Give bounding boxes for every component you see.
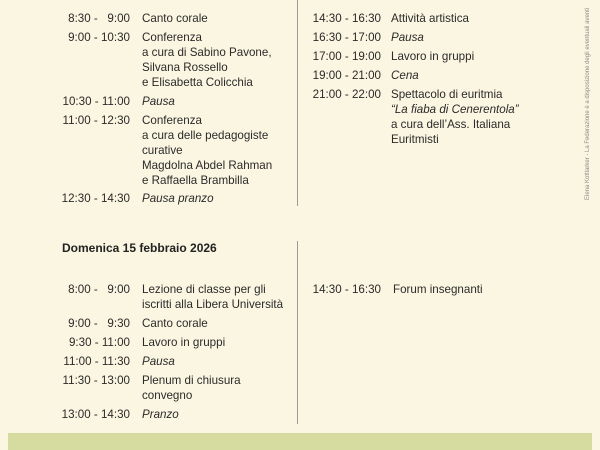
activity: Forum insegnanti bbox=[393, 283, 483, 296]
activity: Pranzo bbox=[142, 408, 179, 421]
schedule-row bbox=[300, 87, 519, 147]
schedule-row bbox=[0, 335, 225, 350]
schedule-row bbox=[0, 282, 283, 312]
activity: Lezione di classe per gli iscritti alla Libera Università bbox=[142, 283, 284, 311]
schedule-row bbox=[300, 30, 424, 45]
time-slot: 16:30 - 17:00 bbox=[312, 31, 381, 44]
day-heading: Domenica 15 febbraio 2026 bbox=[62, 241, 217, 255]
schedule-row bbox=[300, 49, 474, 64]
time-slot: 13:00 - 14:30 bbox=[61, 408, 130, 421]
schedule-row bbox=[0, 316, 208, 331]
schedule-row bbox=[300, 11, 469, 26]
schedule-row bbox=[0, 407, 179, 422]
column-divider bbox=[297, 0, 298, 206]
column-divider bbox=[297, 241, 298, 424]
time-slot: 14:30 - 16:30 bbox=[312, 12, 381, 25]
activity: Pausa pranzo bbox=[142, 192, 214, 205]
activity: Plenum di chiusura convegno bbox=[142, 374, 241, 402]
schedule-row bbox=[300, 68, 419, 83]
activity: Cena bbox=[391, 69, 419, 82]
activity: Conferenza a cura delle pedagogiste curative Magdolna Abdel Rahman e Raffaella Brambilla bbox=[142, 114, 273, 187]
activity: Pausa bbox=[391, 31, 424, 44]
footer-band bbox=[8, 433, 592, 450]
activity: Pausa bbox=[142, 355, 175, 368]
activity: Spettacolo di euritmia “La fiaba di Cenerentola” a cura dell’Ass. Italiana Euritmisti bbox=[391, 88, 519, 146]
time-slot: 11:00 - 11:30 bbox=[63, 355, 130, 368]
activity: Lavoro in gruppi bbox=[391, 50, 475, 63]
side-credit: Elena Kottlarker - La Federazione è a disposizione degli eventuali aventi bbox=[585, 7, 591, 200]
time-slot: 17:00 - 19:00 bbox=[312, 50, 381, 63]
time-slot: 9:00 - 9:30 bbox=[68, 317, 130, 330]
activity: Attività artistica bbox=[391, 12, 469, 25]
activity: Conferenza a cura di Sabino Pavone, Silvana Rossello e Elisabetta Colicchia bbox=[142, 31, 272, 89]
time-slot: 11:30 - 13:00 bbox=[62, 374, 130, 387]
activity: Canto corale bbox=[142, 317, 208, 330]
schedule-row bbox=[300, 282, 483, 297]
schedule-row bbox=[0, 11, 208, 26]
time-slot: 19:00 - 21:00 bbox=[312, 69, 381, 82]
time-slot: 14:30 - 16:30 bbox=[312, 283, 381, 296]
time-slot: 12:30 - 14:30 bbox=[61, 192, 130, 205]
schedule-row bbox=[0, 191, 214, 206]
schedule-row bbox=[0, 354, 175, 369]
time-slot: 21:00 - 22:00 bbox=[312, 88, 381, 101]
time-slot: 10:30 - 11:00 bbox=[62, 95, 130, 108]
activity: Pausa bbox=[142, 95, 175, 108]
time-slot: 9:00 - 10:30 bbox=[68, 31, 130, 44]
activity: Canto corale bbox=[142, 12, 208, 25]
schedule-row bbox=[0, 30, 272, 90]
time-slot: 9:30 - 11:00 bbox=[68, 336, 130, 349]
time-slot: 8:30 - 9:00 bbox=[68, 12, 130, 25]
time-slot: 8:00 - 9:00 bbox=[68, 283, 130, 296]
schedule-row bbox=[0, 94, 175, 109]
activity: Lavoro in gruppi bbox=[142, 336, 226, 349]
schedule-row bbox=[0, 373, 241, 403]
time-slot: 11:00 - 12:30 bbox=[62, 114, 130, 127]
schedule-row bbox=[0, 113, 272, 188]
